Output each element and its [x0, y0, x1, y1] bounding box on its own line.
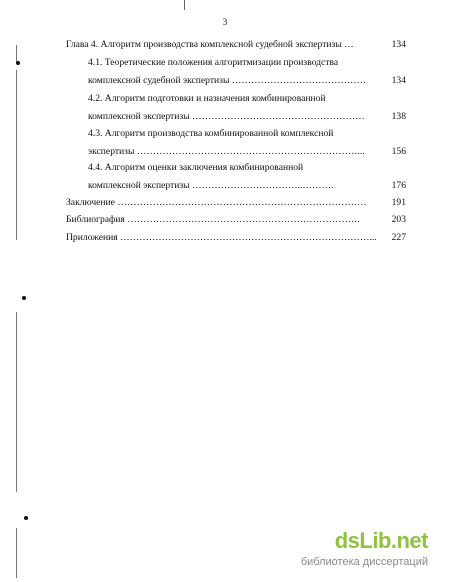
binding-hole-dot [22, 296, 26, 300]
toc-appendices: Приложения ……………………………………………………………………... [66, 232, 377, 243]
dslib-logo: dsLib.net [334, 528, 428, 553]
toc-section-4-3-line1: 4.3. Алгоритм производства комбинированной комплексной [88, 128, 334, 139]
toc-section-4-4-line1: 4.4. Алгоритм оценки заключения комбинированной [88, 162, 304, 173]
toc-appendices-page: 227 [391, 232, 406, 243]
toc-section-4-1-line2: комплексной судебной экспертизы …………………………………… [88, 75, 367, 86]
binding-edge-line [16, 312, 17, 492]
toc-section-4-2-line2: комплексной экспертизы ……………………………………………… [88, 111, 365, 122]
toc-conclusion-page: 191 [391, 197, 406, 208]
scan-mark [184, 0, 185, 10]
toc-section-4-1-line1: 4.1. Теоретические положения алгоритмизации производства [88, 57, 339, 68]
toc-bibliography-page: 203 [391, 214, 406, 225]
binding-hole-dot [24, 516, 28, 520]
toc-chapter-4-title: Глава 4. Алгоритм производства комплексной судебной экспертизы … [66, 39, 354, 50]
toc-section-4-2-line1: 4.2. Алгоритм подготовки и назначения комбинированной [88, 93, 326, 104]
toc-section-4-2-page: 138 [391, 111, 406, 122]
toc-bibliography: Библиография ………………………………………………………………. [66, 214, 360, 225]
toc-section-4-3-line2: экспертизы ……………………………………………………………... [88, 146, 365, 157]
toc-section-4-1-page: 134 [391, 75, 406, 86]
dslib-watermark [286, 528, 436, 572]
binding-edge-line [16, 70, 17, 240]
page-number: 3 [222, 17, 228, 27]
toc-section-4-4-line2: комплексной экспертизы ……………………………..………. [88, 180, 334, 191]
binding-hole-dot [16, 61, 20, 65]
toc-section-4-3-page: 156 [391, 146, 406, 157]
toc-chapter-4-page: 134 [391, 39, 406, 50]
binding-edge-line [16, 528, 17, 578]
toc-section-4-4-page: 176 [391, 180, 406, 191]
toc-conclusion: Заключение …………………………………………………………………… [66, 197, 367, 208]
dslib-tagline: библиотека диссертаций [300, 556, 428, 568]
